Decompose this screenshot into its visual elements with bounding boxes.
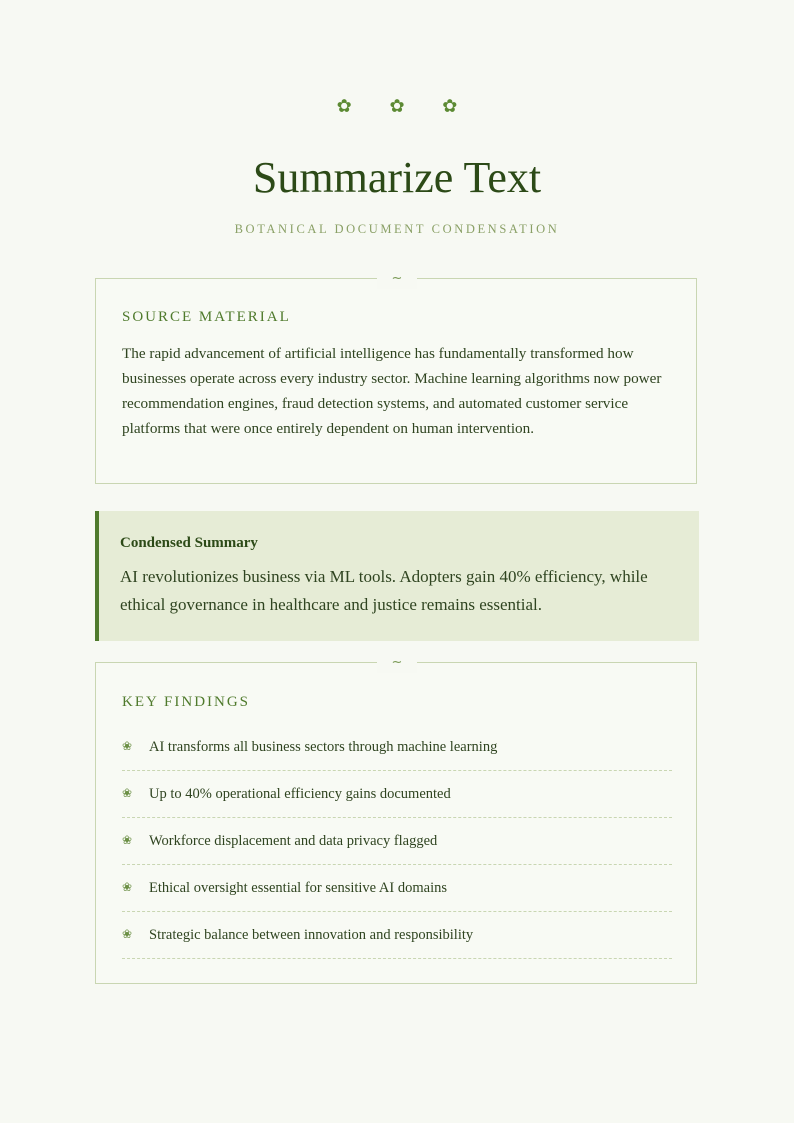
condensed-summary-text: AI revolutionizes business via ML tools. Adopters gain 40% efficiency, while ethical governance in healthcare and justice remains essential.	[120, 567, 648, 614]
finding-text: Up to 40% operational efficiency gains documented	[149, 786, 451, 802]
flower-icon: ✿	[336, 96, 352, 117]
source-material-heading: SOURCE MATERIAL	[122, 309, 291, 325]
condensed-summary-heading: Condensed Summary	[120, 535, 258, 551]
key-findings-list	[122, 725, 672, 960]
source-material-text[interactable]: The rapid advancement of artificial intelligence has fundamentally transformed how businesses operate across every industry sector. Machine learning algorithms now power recommendation engines, fraud detection systems, and automated customer service platforms that were once entirely dependent on human intervention.	[122, 345, 662, 437]
blossom-bullet-icon: ❀	[122, 786, 133, 800]
source-material-card	[95, 271, 697, 484]
page-title: Summarize Text	[252, 153, 542, 202]
key-findings-heading: KEY FINDINGS	[122, 694, 251, 710]
flower-icon: ✿	[389, 96, 405, 117]
blossom-bullet-icon: ❀	[122, 880, 133, 894]
condensed-summary-panel	[95, 511, 699, 641]
finding-item	[122, 913, 672, 959]
blossom-bullet-icon: ❀	[122, 739, 133, 753]
tilde-ornament: ~	[377, 269, 417, 289]
blossom-bullet-icon: ❀	[122, 833, 133, 847]
finding-item	[122, 725, 672, 771]
key-findings-card	[95, 655, 697, 984]
finding-item	[122, 772, 672, 818]
finding-text: AI transforms all business sectors through machine learning	[149, 739, 498, 755]
page-subtitle: BOTANICAL DOCUMENT CONDENSATION	[234, 222, 560, 236]
finding-text: Ethical oversight essential for sensitive AI domains	[149, 880, 447, 896]
finding-text: Workforce displacement and data privacy flagged	[149, 833, 438, 849]
finding-text: Strategic balance between innovation and responsibility	[149, 927, 474, 943]
blossom-bullet-icon: ❀	[122, 927, 133, 941]
flower-ornaments	[0, 96, 794, 117]
finding-item	[122, 866, 672, 912]
tilde-ornament: ~	[377, 653, 417, 673]
finding-item	[122, 819, 672, 865]
flower-icon: ✿	[442, 96, 458, 117]
